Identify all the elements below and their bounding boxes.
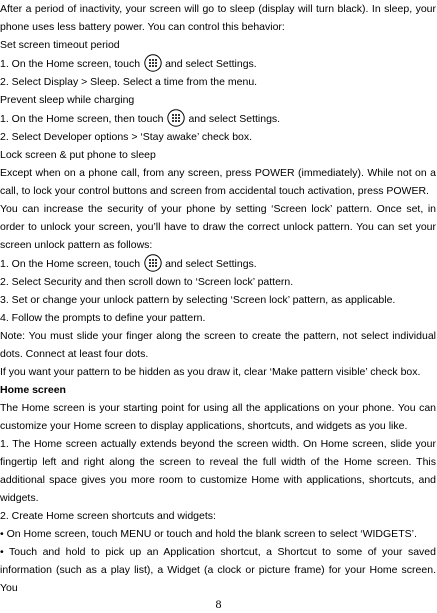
step-text-before: 1. On the Home screen, then touch <box>0 113 164 125</box>
home-step-1: 1. The Home screen actually extends beyond the screen width. On Home screen, slide your fingertip left and right along the screen to reveal the full width of the Home screen. This additional space gives you more room to customize Home with applications, shortcuts, and widgets. <box>0 438 436 504</box>
intro-paragraph: After a period of inactivity, your screen will go to sleep (display will turn black). In sleep, your phone uses less battery power. You can control this behavior: <box>0 3 436 33</box>
lock-screen-paragraph: Except when on a phone call, from any screen, press POWER (immediately). While not on a call, to lock your control buttons and screen from accidental touch activation, press POWER. <box>0 167 436 197</box>
heading-home-screen: Home screen <box>0 384 66 396</box>
hidden-pattern-paragraph: If you want your pattern to be hidden as you draw it, clear ‘Make pattern visible’ check box. <box>0 366 421 378</box>
home-bullet-2: • Touch and hold to pick up an Application shortcut, a Shortcut to some of your saved information (such as a play list), a Widget (a clock or picture frame) for your Home screen. You <box>0 546 436 594</box>
app-drawer-icon <box>167 109 185 127</box>
step-charging-1 <box>0 109 436 128</box>
note-paragraph: Note: You must slide your finger along the screen to create the pattern, not select individual dots. Connect at least four dots. <box>0 330 436 360</box>
step-text-after: and select Settings. <box>188 113 281 125</box>
app-drawer-icon <box>144 54 162 72</box>
step-pattern-2: 2. Select Security and then scroll down to ‘Screen lock’ pattern. <box>0 276 294 288</box>
home-intro-paragraph: The Home screen is your starting point for using all the applications on your phone. You can customize your Home screen to display applications, shortcuts, and widgets as you like. <box>0 402 436 432</box>
home-bullet-1: • On Home screen, touch MENU or touch and hold the blank screen to select ‘WIDGETS’. <box>0 528 417 540</box>
step-timeout-2: 2. Select Display > Sleep. Select a time from the menu. <box>0 76 258 88</box>
step-text-before: 1. On the Home screen, touch <box>0 58 141 70</box>
step-pattern-3: 3. Set or change your unlock pattern by selecting ‘Screen lock’ pattern, as applicable. <box>0 294 396 306</box>
step-text-after: and select Settings. <box>165 58 257 70</box>
step-pattern-4: 4. Follow the prompts to define your pattern. <box>0 312 206 324</box>
step-charging-2: 2. Select Developer options > ‘Stay awake’ check box. <box>0 131 253 143</box>
app-drawer-icon <box>144 254 162 272</box>
security-paragraph: You can increase the security of your phone by setting ‘Screen lock’ pattern. Once set, in order to unlock your screen, you’ll have to draw the correct unlock pattern. You can set your screen unlock pattern as follows: <box>0 203 436 251</box>
step-timeout-1 <box>0 54 436 73</box>
page-number: 8 <box>215 597 222 611</box>
subheading-screen-timeout: Set screen timeout period <box>0 39 120 51</box>
home-step-2: 2. Create Home screen shortcuts and widgets: <box>0 510 216 522</box>
step-text-after: and select Settings. <box>165 258 257 270</box>
subheading-prevent-sleep: Prevent sleep while charging <box>0 94 135 106</box>
step-pattern-1 <box>0 254 436 273</box>
subheading-lock-screen: Lock screen & put phone to sleep <box>0 149 156 161</box>
step-text-before: 1. On the Home screen, touch <box>0 258 141 270</box>
